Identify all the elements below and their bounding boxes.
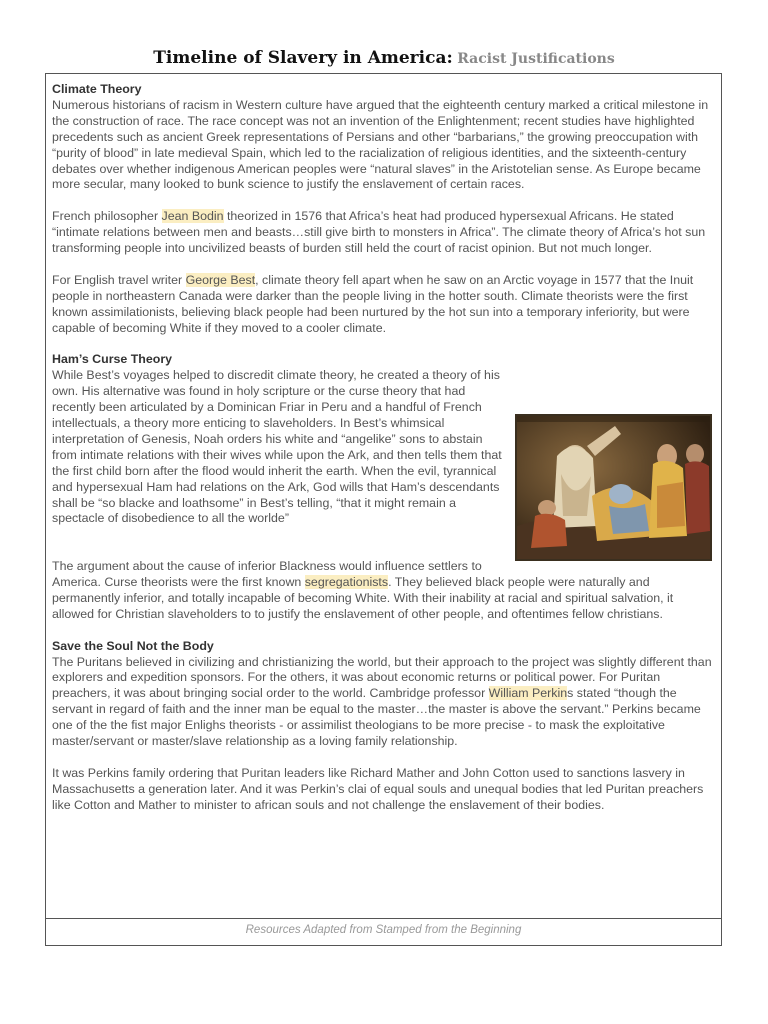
content-body [52, 82, 716, 814]
content-frame [45, 73, 722, 946]
noah-painting-image [515, 414, 712, 561]
highlight-jean-bodin: Jean Bodin [161, 209, 224, 224]
heading-save-the-soul: Save the Soul Not the Body [52, 638, 214, 653]
footer-divider [46, 918, 721, 919]
ham-paragraph-1: While Best’s voyages helped to discredit climate theory, he created a theory of his own. His alternative was found in holy scripture or the curse theory that had recently been articulated by a Dominican Friar in Peru and a handful of French intellectuals, a theory more enticing to slaveholders. In Best’s whimsical interpretation of Genesis, Noah orders his white and “angelike” sons to abstain from intimate relations with their wives while upon the Ark, and then tells them that the first child born after the flood would inherit the earth. When the evil, tyrannical and hypersexual Ham had relations on the Ark, God wills that Ham’s descendants shall be “so blacke and loathsome” in Best’s telling, “that it might remain a spectacle of disobedience to all the worlde” [52, 368, 502, 526]
climate-paragraph-1: Numerous historians of racism in Western culture have argued that the eighteenth century marked a critical milestone in the construction of race. The race concept was not an invention of the Enlightenment; recent studies have highlighted precedents such as ancient Greek representations of Persians and other “barbarians,” the growing preoccupation with “purity of blood” in late medieval Spain, which led to the racialization of religious identities, and the sixteenth-century debates over whether indigenous American peoples were “natural slaves” in the Aristotelian sense. As Europe became more secular, many looked to bunk science to justify the enslavement of certain races. [52, 97, 709, 192]
heading-climate-theory: Climate Theory [52, 82, 142, 96]
highlight-segregationists: segregationists [304, 575, 389, 590]
ham-paragraph-2: The argument about the cause of inferior Blackness would influence settlers to America. Curse theorists were the first known segregationists. They believed black people were naturally and permanently inferior, and totally incapable of becoming White. With their inability at racial and spiritual salvation, it allowed for Christian slaveholders to to justify the enslavement of other people, and oftentimes fellow christians. [52, 559, 674, 621]
footer-credit: Resources Adapted from Stamped from the Beginning [245, 924, 522, 936]
highlight-william-perkin: William Perkin [488, 686, 568, 701]
title-subtitle: Racist Justifications [457, 51, 615, 67]
climate-paragraph-3: For English travel writer George Best, climate theory fell apart when he saw on an Arctic voyage in 1577 that the Inuit people in northeastern Canada were darker than the people living in the hotter south. Climate theorists were the first known assimilationists, believing black people had been nurtured by the hot sun into a temporary inferiority, but were capable of becoming White if they moved to a cooler climate. [52, 272, 694, 335]
heading-hams-curse-theory: Ham’s Curse Theory [52, 352, 173, 367]
soul-paragraph-2: It was Perkins family ordering that Puritan leaders like Richard Mather and John Cotton used to sanctions lasvery in Massachusetts a generation later. And it was Perkin’s clai of equal souls and unequal bodies that led Puritan preachers like Cotton and Mather to minister to african souls and not challenge the enslavement of their bodies. [52, 765, 704, 812]
title-main: Timeline of Slavery in America: [153, 48, 453, 68]
soul-paragraph-1: The Puritans believed in civilizing and christianizing the world, but their approach to the project was slightly different than explorers and expedition sponsors. For the others, it was about economic returns or political power. For Puritan preachers, it was about bringing social order to the world. Cambridge professor William Perkins stated “though the servant in regard of faith and the inner man be equal to the master…the master is above the servant.” Perkins became one of the the fist major Enlighs theorists - or assimilist theologians to be more precise - to mask the exploitative master/servant or master/slave relationship as a loving family relationship. [52, 654, 712, 749]
highlight-george-best: George Best [185, 272, 256, 287]
climate-paragraph-2: French philosopher Jean Bodin theorized in 1576 that Africa’s heat had produced hypersexual Africans. He stated “intimate relations between men and beasts…still give birth to monsters in Africa”. The climate theory of Africa’s hot sun transforming people into uncivilized beasts of burden still held the court of racist opinion. But not much longer. [52, 209, 706, 256]
page-title [0, 44, 768, 73]
